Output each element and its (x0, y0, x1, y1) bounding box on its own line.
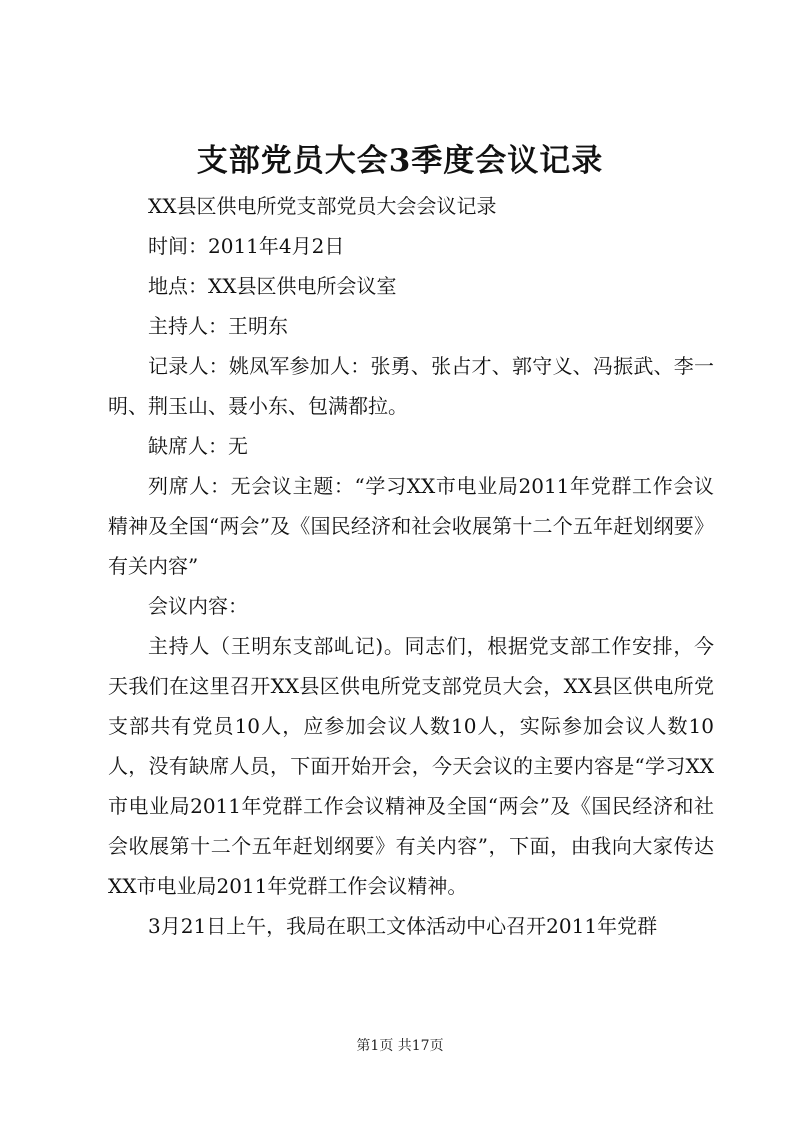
paragraph-absentees: 缺席人：无 (148, 434, 248, 458)
page-title: 支部党员大会3季度会议记录 (196, 143, 604, 179)
paragraph-time: 时间：2011年4月2日 (148, 234, 345, 258)
paragraph-observers-topic: 列席人：无会议主题：“学习XX市电业局2011年党群工作会议精神及全国“两会”及《国民经济和社会收展第十二个五年赶划纲要》有关内容” (108, 474, 714, 578)
paragraph-subtitle: XX县区供电所党支部党员大会会议记录 (148, 194, 497, 218)
paragraph-recorder-attendees: 记录人：姚凤军参加人：张勇、张占才、郭守义、冯振武、李一明、荆玉山、聂小东、包满都拉。 (108, 354, 714, 418)
paragraph-host-speech: 主持人（王明东支部乢记)。同志们，根据党支部工作安排，今天我们在这里召开XX县区供电所党支部党员大会，XX县区供电所党支部共有党员10人，应参加会议人数10人，实际参加会议人数10人，没有缺席人员，下面开始开会，今天会议的主要内容是“学习XX市电业局2011年党群工作会议精神及全国“两会”及《国民经济和社会收展第十二个五年赶划纲要》有关内容”，下面，由我向大家传达XX市电业局2011年党群工作会议精神。 (108, 634, 714, 898)
page-footer: 第1页 共17页 (356, 1038, 444, 1054)
paragraph-host: 主持人：王明东 (148, 314, 288, 338)
document-body (108, 186, 714, 946)
paragraph-location: 地点：XX县区供电所会议室 (148, 274, 397, 298)
paragraph-content-heading: 会议内容： (148, 594, 248, 618)
paragraph-continuation: 3月21日上午，我局在职工文体活动中心召开2011年党群 (148, 914, 658, 938)
